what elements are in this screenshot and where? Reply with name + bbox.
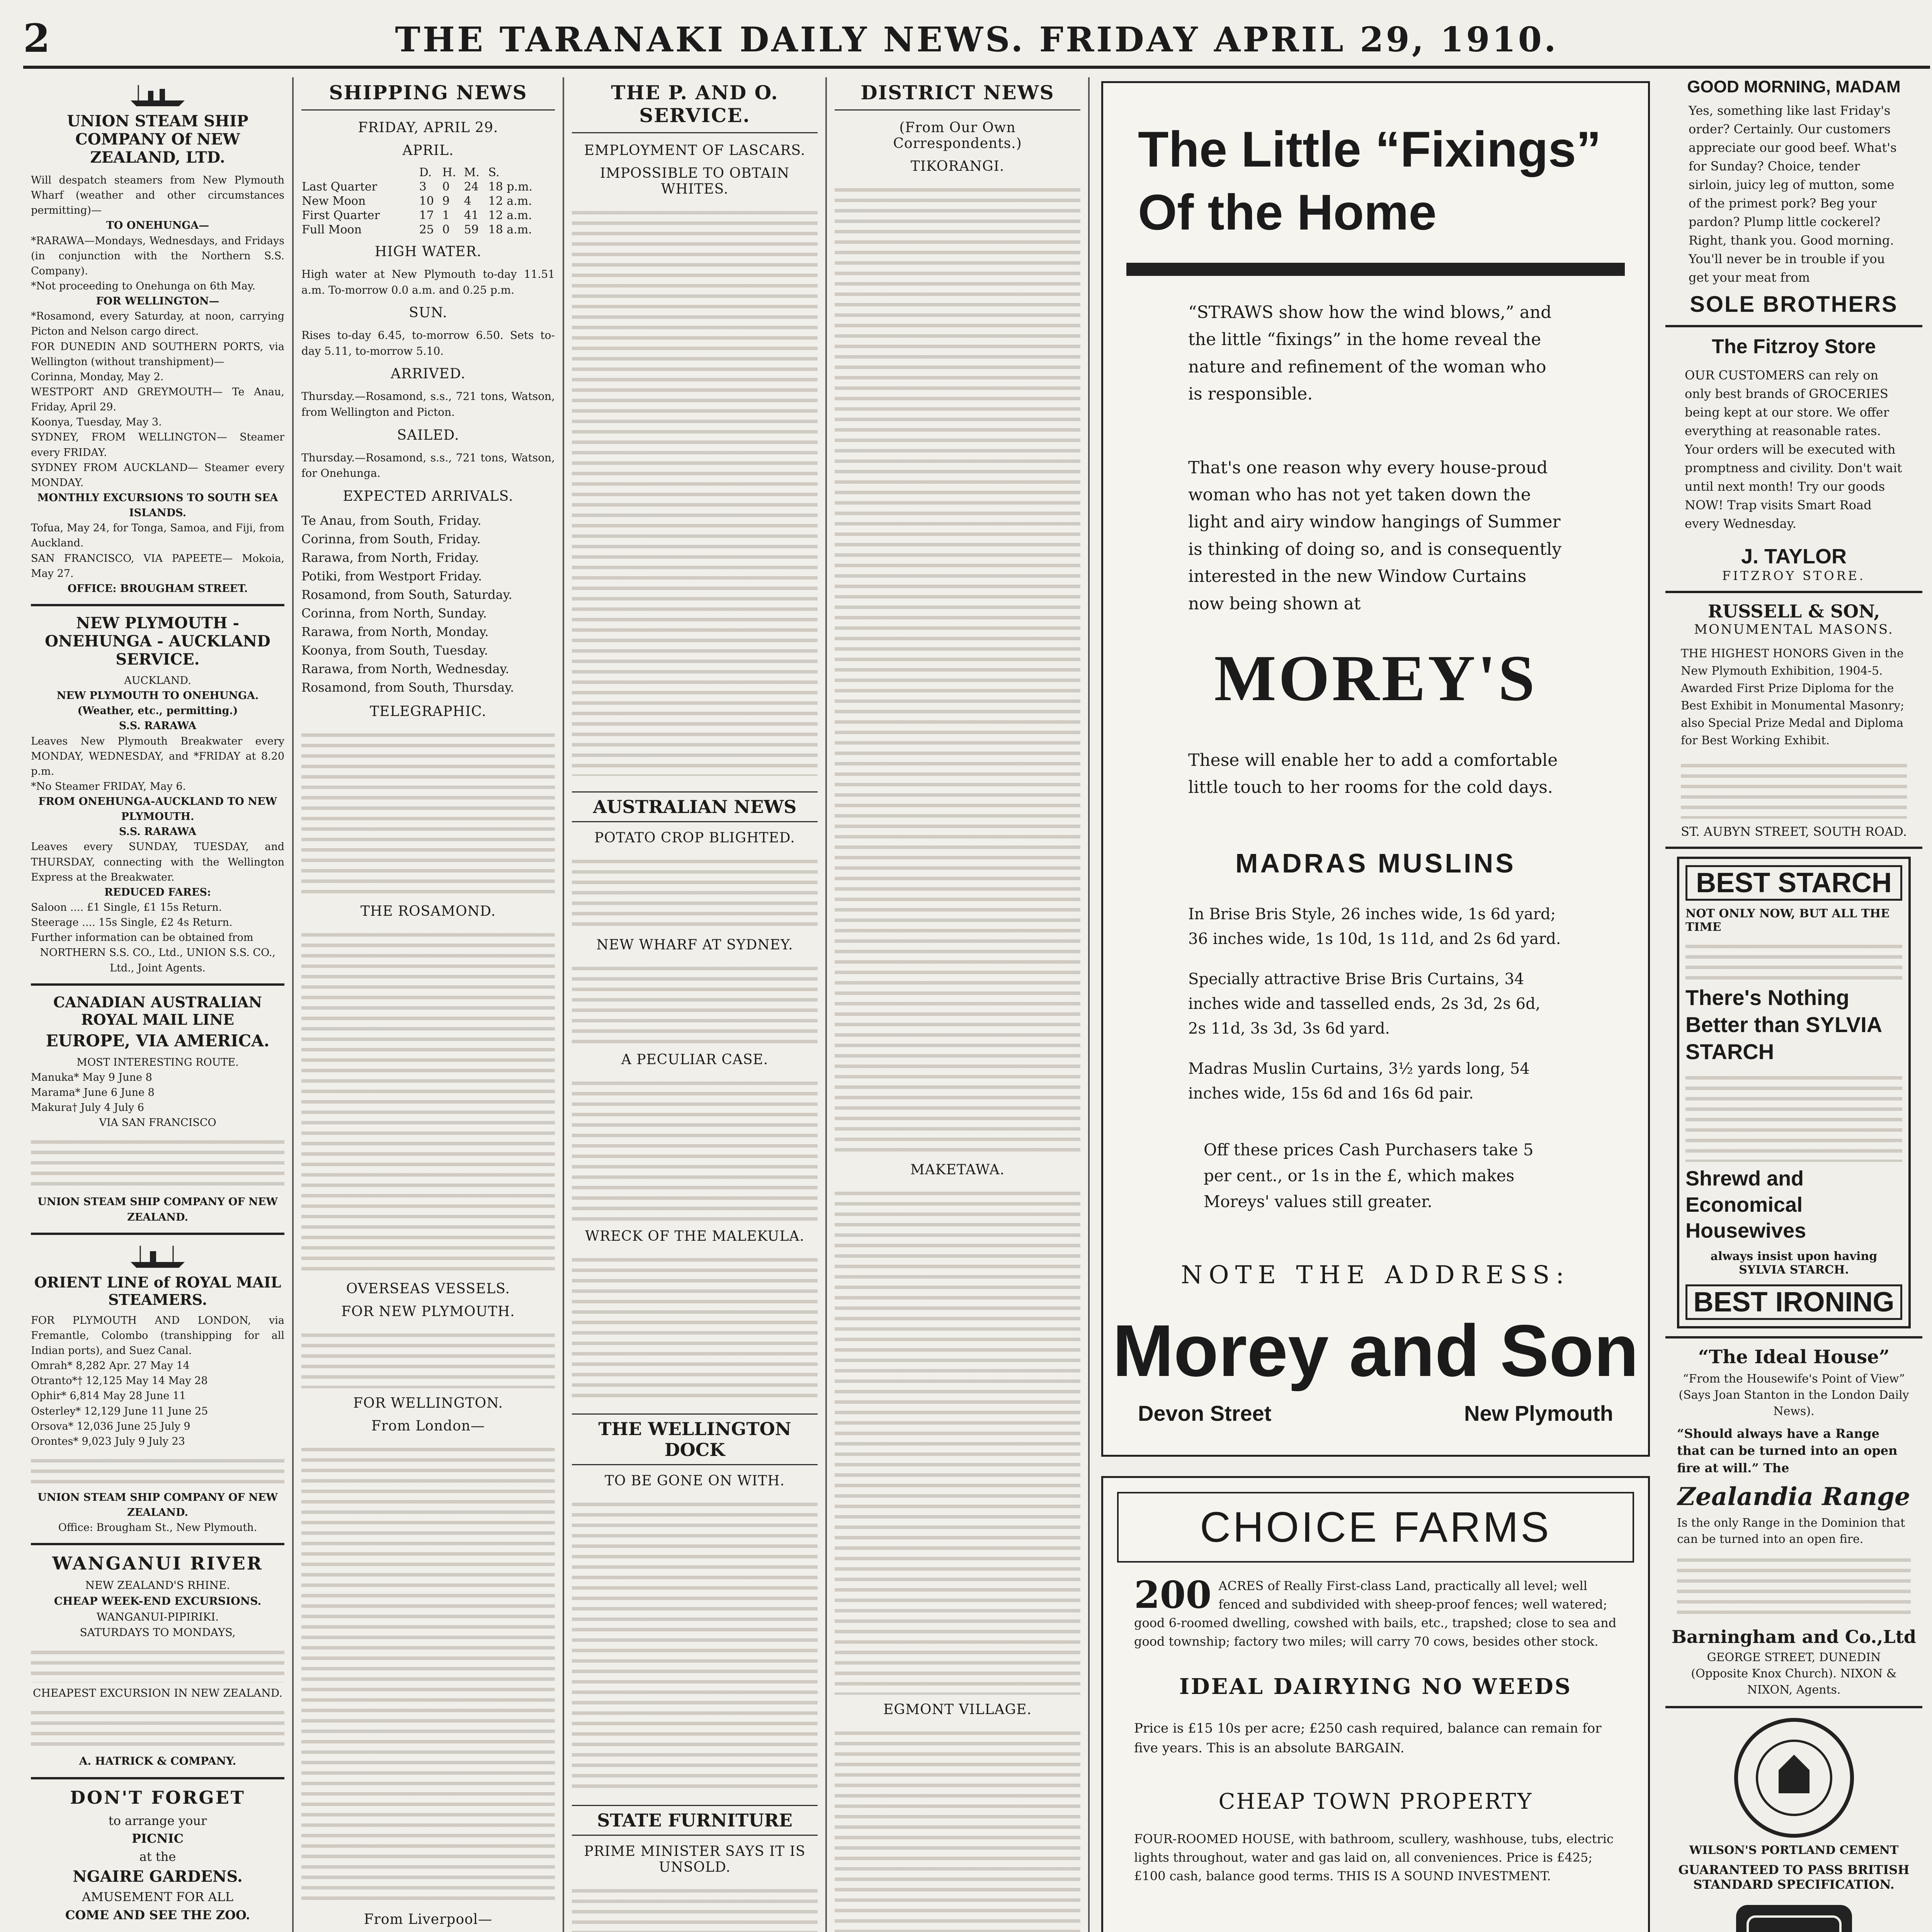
- canadian-text: [31, 1133, 284, 1191]
- expected-item: Rarawa, from North, Monday.: [301, 624, 489, 639]
- canadian-line: UNION STEAM SHIP COMPANY OF NEW ZEALAND.: [37, 1196, 278, 1223]
- sylvia-insist: always insist upon having SYLVIA STARCH.: [1710, 1249, 1878, 1277]
- moon-phase: New Moon: [302, 194, 366, 208]
- furniture-sub: PRIME MINISTER SAYS IT IS UNSOLD.: [584, 1844, 806, 1875]
- sun-heading: SUN.: [409, 305, 447, 321]
- moon-phase: First Quarter: [302, 209, 380, 222]
- sailed-text: Thursday.—Rosamond, s.s., 721 tons, Watson, for Onehunga.: [301, 451, 555, 480]
- morey-street: Devon Street: [1138, 1401, 1272, 1426]
- column-shipping-ads: [23, 77, 294, 1932]
- wanganui-line: CHEAP WEEK-END EXCURSIONS.: [54, 1595, 262, 1608]
- place-maketawa: MAKETAWA.: [910, 1162, 1005, 1178]
- union-line: SAN FRANCISCO, VIA PAPEETE— Mokoia, May 27.: [31, 552, 284, 580]
- divider: [31, 983, 284, 986]
- moon-row: [301, 194, 555, 208]
- wanganui-block: [31, 1578, 284, 1769]
- starch-text: [1685, 938, 1902, 980]
- wanganui-line: WANGANUI-PIPIRIKI.: [96, 1610, 219, 1623]
- russell-address: ST. AUBYN STREET, SOUTH ROAD.: [1681, 824, 1907, 839]
- j-taylor: J. TAYLOR: [1741, 545, 1847, 568]
- farms-acres-number: 200: [1134, 1573, 1212, 1617]
- union-schedule: [31, 173, 284, 596]
- rosamond-text: [301, 926, 555, 1274]
- morey-headline: The Little “Fixings” Of the Home: [1138, 121, 1601, 240]
- good-morning-text: Yes, something like last Friday's order? Certainly. Our customers appreciate our good beef. What's for Sunday? Choice, tender sirloin, juicy leg of mutton, some of the primest pork? Beg your pardon? Plump little cockerel? Right, thank you. Good morning. You'll never be in trouble if you get your meat from: [1689, 103, 1897, 285]
- moon-minute: 4: [464, 194, 471, 208]
- orient-text: [31, 1452, 284, 1487]
- dock-sub: TO BE GONE ON WITH.: [604, 1473, 785, 1489]
- picnic-line: PICNIC: [131, 1831, 184, 1846]
- range-quote: “Should always have a Range that can be turned into an open fire at will.” The: [1677, 1426, 1898, 1476]
- onehunga-line: S.S. RARAWA: [119, 826, 197, 838]
- muslin-item: Madras Muslin Curtains, 3½ yards long, 54 inches wide, 15s 6d and 16s 6d pair.: [1188, 1060, 1530, 1102]
- divider: [31, 604, 284, 606]
- union-line: *Not proceeding to Onehunga on 6th May.: [31, 280, 256, 292]
- high-water-text: High water at New Plymouth to-day 11.51 a.m. To-morrow 0.0 a.m. and 0.25 p.m.: [301, 268, 555, 296]
- furniture-text: [572, 1882, 818, 1932]
- union-line: SYDNEY FROM AUCKLAND— Steamer every MONDAY.: [31, 461, 284, 489]
- divider: [1665, 325, 1922, 327]
- tikorangi-text: [835, 181, 1080, 1155]
- best-ironing-heading: BEST IRONING: [1685, 1284, 1902, 1320]
- wanganui-line: SATURDAYS TO MONDAYS,: [80, 1626, 236, 1639]
- malekula-heading: WRECK OF THE MALEKULA.: [585, 1228, 804, 1244]
- canadian-line: Manuka* May 9 June 8: [31, 1071, 152, 1083]
- moon-hour: 9: [442, 194, 450, 208]
- nothing-better: There's Nothing Better than SYLVIA STARCH: [1685, 985, 1882, 1064]
- taylor-sub: FITZROY STORE.: [1722, 568, 1866, 583]
- egmont-text: [835, 1725, 1080, 1932]
- divider: [1665, 1336, 1922, 1338]
- steamship-icon: [127, 1243, 189, 1270]
- place-tikorangi: TIKORANGI.: [910, 158, 1005, 174]
- malekula-text: [572, 1251, 818, 1398]
- moon-minute: 41: [464, 209, 479, 222]
- moon-col-head: D.: [419, 166, 432, 179]
- moon-minute: 59: [464, 223, 479, 236]
- orient-line: Otranto*† 12,125 May 14 May 28: [31, 1375, 208, 1387]
- farms-acres: [1134, 1573, 1617, 1651]
- shipping-news-heading: SHIPPING NEWS: [301, 77, 555, 111]
- picnic-line: NGAIRE GARDENS.: [73, 1867, 243, 1886]
- morey-cold: These will enable her to add a comfortable little touch to her rooms for the cold days.: [1188, 750, 1558, 798]
- union-line: Tofua, May 24, for Tonga, Samoa, and Fiji, from Auckland.: [31, 522, 284, 549]
- orient-line: FOR PLYMOUTH AND LONDON, via Fremantle, Colombo (transhipping for all Indian ports), and Suez Canal.: [31, 1314, 284, 1357]
- morey-body: That's one reason why every house-proud woman who has not yet taken down the light and airy window hangings of Summer is thinking of doing so, and is consequently interested in the new Window Curtains now being shown at: [1188, 457, 1562, 614]
- masthead: [23, 15, 1930, 62]
- onehunga-line: REDUCED FARES:: [104, 886, 211, 898]
- moreys-brand: MOREY'S: [1214, 641, 1537, 714]
- fitzroy-store-text: OUR CUSTOMERS can rely on only best brands of GROCERIES being kept at our store. We offer everything at reasonable rates. Your orders will be executed with promptness and civility. Don't wait until next month! Try our goods NOW! Trap visits Smart Road every Wednesday.: [1685, 368, 1902, 531]
- steamship-icon: [127, 81, 189, 108]
- canadian-title: CANADIAN AUSTRALIAN ROYAL MAIL LINE: [53, 993, 262, 1028]
- orient-line: Office: Brougham St., New Plymouth.: [58, 1522, 257, 1534]
- russell-text: [1681, 757, 1907, 819]
- union-line: FOR WELLINGTON—: [96, 295, 219, 308]
- canadian-subtitle: EUROPE, VIA AMERICA.: [46, 1031, 270, 1050]
- moon-col-head: M.: [464, 166, 480, 179]
- moon-row: [301, 208, 555, 223]
- good-morning-heading: GOOD MORNING, MADAM: [1687, 77, 1901, 96]
- onehunga-schedule: [31, 673, 284, 976]
- picnic-block: [31, 1812, 284, 1924]
- divider: [31, 1233, 284, 1235]
- moon-col-head: S.: [488, 166, 500, 179]
- place-egmont-village: EGMONT VILLAGE.: [883, 1702, 1032, 1718]
- column-district-news: [827, 77, 1090, 1932]
- po-sub-1: EMPLOYMENT OF LASCARS.: [584, 143, 806, 158]
- hydraulic-lime-seal: [1728, 1897, 1860, 1932]
- portland-cement-seal: [1732, 1716, 1856, 1840]
- page-number: 2: [23, 15, 50, 61]
- picnic-line: at the: [139, 1849, 176, 1864]
- picnic-line: to arrange your: [108, 1813, 207, 1828]
- muslin-item: Specially attractive Brise Bris Curtains, 34 inches wide and tasselled ends, 2s 3d, 2s 6d, 2s 11d, 3s 3d, 3s 6d yard.: [1188, 970, 1541, 1037]
- orient-title: ORIENT LINE of ROYAL MAIL STEAMERS.: [34, 1273, 281, 1308]
- column-classified-ads: [1658, 77, 1930, 1932]
- morey-intro: “STRAWS show how the wind blows,” and the little “fixings” in the home reveal the nature and refinement of the woman who is responsible.: [1188, 303, 1552, 404]
- onehunga-line: Steerage .... 15s Single, £2 4s Return.: [31, 917, 233, 929]
- onehunga-line: AUCKLAND.: [124, 674, 191, 687]
- canadian-line: MOST INTERESTING ROUTE.: [77, 1056, 239, 1068]
- cheap-town-text: FOUR-ROOMED HOUSE, with bathroom, scullery, washhouse, tubs, electric lights throughout, water and gas laid on, all conveniences. Price is £425; £100 cash, balance good terms. THIS IS A SOUND INVESTMENT.: [1134, 1832, 1614, 1883]
- canadian-line: VIA SAN FRANCISCO: [99, 1117, 216, 1129]
- orient-line: Orsova* 12,036 June 25 July 9: [31, 1420, 190, 1432]
- moon-second: 18 a.m.: [488, 223, 532, 236]
- district-news-heading: DISTRICT NEWS: [835, 77, 1080, 111]
- po-service-heading: THE P. AND O. SERVICE.: [572, 77, 818, 133]
- wanganui-text: [31, 1644, 284, 1682]
- onehunga-line: Further information can be obtained from: [31, 932, 253, 944]
- wanganui-text: [31, 1704, 284, 1750]
- potato-heading: POTATO CROP BLIGHTED.: [594, 830, 795, 846]
- expected-item: Koonya, from South, Tuesday.: [301, 643, 488, 658]
- morey-address: [1138, 1401, 1613, 1426]
- moon-phase: Full Moon: [302, 223, 362, 236]
- zealandia-text: [1677, 1551, 1911, 1621]
- sailed-heading: SAILED.: [397, 427, 459, 443]
- newspaper-title: THE TARANAKI DAILY NEWS. FRIDAY APRIL 29, 1910.: [395, 19, 1558, 60]
- divider: [31, 1543, 284, 1545]
- onehunga-line: NORTHERN S.S. CO., Ltd., UNION S.S. CO., Ltd., Joint Agents.: [40, 947, 276, 974]
- union-line: TO ONEHUNGA—: [106, 219, 209, 232]
- sole-brothers: SOLE BROTHERS: [1690, 292, 1898, 317]
- po-sub-2: IMPOSSIBLE TO OBTAIN WHITES.: [600, 165, 790, 197]
- orient-line: Osterley* 12,129 June 11 June 25: [31, 1405, 208, 1417]
- muslins-list: [1188, 902, 1563, 1106]
- maketawa-text: [835, 1185, 1080, 1695]
- best-starch-heading: BEST STARCH: [1685, 865, 1902, 901]
- from-london-heading: From London—: [371, 1418, 485, 1434]
- onehunga-line: Leaves New Plymouth Breakwater every MONDAY, WEDNESDAY, and *FRIDAY at 8.20 p.m.: [31, 735, 284, 777]
- union-line: *Rosamond, every Saturday, at noon, carrying Picton and Nelson cargo direct.: [31, 310, 284, 338]
- wellington-dock-heading: THE WELLINGTON DOCK: [572, 1413, 818, 1465]
- moon-second: 12 a.m.: [488, 209, 532, 222]
- moon-second: 18 p.m.: [488, 180, 533, 194]
- morey-note: NOTE THE ADDRESS:: [1181, 1261, 1570, 1290]
- expected-heading: EXPECTED ARRIVALS.: [343, 488, 514, 504]
- russell-sub: MONUMENTAL MASONS.: [1694, 622, 1894, 637]
- morey-town: New Plymouth: [1464, 1401, 1613, 1426]
- sun-text: Rises to-day 6.45, to-morrow 6.50. Sets to-day 5.11, to-morrow 5.10.: [301, 329, 555, 357]
- expected-item: Potiki, from Westport Friday.: [301, 568, 482, 583]
- farms-acres-text: ACRES of Really First-class Land, practically all level; well fenced and subdivided with sheep-proof fences; well watered; good 6-roomed dwelling, cowshed with bails, etc., trapshed; close to sea and good township; factory two miles; will carry 70 cows, besides other stock.: [1134, 1578, 1617, 1649]
- union-line: WESTPORT AND GREYMOUTH— Te Anau, Friday, April 29.: [31, 386, 284, 413]
- zealandia-body: Is the only Range in the Dominion that can be turned into an open fire.: [1677, 1516, 1905, 1546]
- morey-firm: Morey and Son: [1112, 1310, 1639, 1392]
- divider: [1665, 591, 1922, 593]
- muslin-item: In Brise Bris Style, 26 inches wide, 1s 6d yard; 36 inches wide, 1s 10d, 1s 11d, and 2s 6d yard.: [1188, 905, 1561, 948]
- expected-item: Rarawa, from North, Wednesday.: [301, 661, 509, 676]
- orient-line: Omrah* 8,282 Apr. 27 May 14: [31, 1360, 190, 1372]
- orient-line: Orontes* 9,023 July 9 July 23: [31, 1435, 185, 1447]
- peculiar-text: [572, 1075, 818, 1221]
- picnic-line: AMUSEMENT FOR ALL: [82, 1889, 234, 1905]
- moon-row: [301, 223, 555, 237]
- expected-list: [301, 511, 555, 697]
- potato-text: [572, 853, 818, 930]
- from-london-text: [301, 1441, 555, 1905]
- from-liverpool-heading: From Liverpool—: [364, 1911, 493, 1927]
- moon-hour: 0: [442, 180, 450, 194]
- moon-day: 25: [419, 223, 434, 236]
- ideal-house-sub: “From the Housewife's Point of View” (Says Joan Stanton in the London Daily News).: [1679, 1372, 1909, 1418]
- po-article-text: [572, 204, 818, 776]
- starch-text: [1685, 1069, 1902, 1162]
- shrewd-housewives: Shrewd and Economical Housewives: [1685, 1167, 1806, 1242]
- onehunga-line: Saloon .... £1 Single, £1 15s Return.: [31, 901, 222, 914]
- state-furniture-heading: STATE FURNITURE: [572, 1805, 818, 1836]
- orient-line: UNION STEAM SHIP COMPANY OF NEW ZEALAND.: [37, 1492, 278, 1519]
- orient-schedule: [31, 1313, 284, 1536]
- russell-son: RUSSELL & SON,: [1708, 601, 1880, 622]
- onehunga-title: NEW PLYMOUTH - ONEHUNGA - AUCKLAND SERVICE.: [45, 614, 270, 668]
- expected-item: Corinna, from South, Friday.: [301, 531, 481, 546]
- arrived-heading: ARRIVED.: [391, 366, 466, 382]
- russell-honors: THE HIGHEST HONORS Given in the New Plymouth Exhibition, 1904-5. Awarded First Prize Diploma for the Best Exhibit in Monumental Masonry; also Special Prize Medal and Diploma for Best Working Exhibit.: [1681, 647, 1905, 747]
- picnic-line: COME AND SEE THE ZOO.: [65, 1907, 250, 1922]
- cement-seal-text: WILSON'S PORTLAND CEMENT: [1689, 1843, 1899, 1857]
- australian-news-heading: AUSTRALIAN NEWS: [572, 791, 818, 822]
- orient-line: Ophir* 6,814 May 28 June 11: [31, 1390, 186, 1402]
- moon-minute: 24: [464, 180, 479, 194]
- union-line: Koonya, Tuesday, May 3.: [31, 416, 162, 429]
- union-line: *RARAWA—Mondays, Wednesdays, and Fridays (in conjunction with the Northern S.S. Company).: [31, 235, 284, 277]
- union-line: Corinna, Monday, May 2.: [31, 371, 164, 383]
- moon-hour: 1: [442, 209, 450, 222]
- starch-sub: NOT ONLY NOW, BUT ALL THE TIME: [1685, 907, 1890, 934]
- union-line: SYDNEY, FROM WELLINGTON— Steamer every FRIDAY.: [31, 431, 284, 459]
- wanganui-line: CHEAPEST EXCURSION IN NEW ZEALAND.: [33, 1686, 282, 1699]
- wanganui-line: A. HATRICK & COMPANY.: [79, 1755, 236, 1768]
- union-line: FOR DUNEDIN AND SOUTHERN PORTS, via Wellington (without transhipment)—: [31, 340, 284, 368]
- moon-col-head: H.: [442, 166, 456, 179]
- choice-farms-advertisement: [1101, 1476, 1650, 1932]
- divider: [31, 1777, 284, 1779]
- moon-day: 10: [419, 194, 434, 208]
- ideal-house-heading: “The Ideal House”: [1698, 1346, 1890, 1368]
- for-new-plymouth-heading: FOR NEW PLYMOUTH.: [341, 1303, 515, 1320]
- moon-hour: 0: [442, 223, 450, 236]
- canadian-line: Makura† July 4 July 6: [31, 1102, 144, 1114]
- overseas-heading: OVERSEAS VESSELS.: [346, 1281, 510, 1297]
- union-line: OFFICE: BROUGHAM STREET.: [67, 582, 248, 595]
- wanganui-line: NEW ZEALAND'S RHINE.: [85, 1579, 230, 1592]
- for-wellington-heading: FOR WELLINGTON.: [353, 1395, 503, 1411]
- onehunga-line: *No Steamer FRIDAY, May 6.: [31, 780, 186, 793]
- onehunga-line: NEW PLYMOUTH TO ONEHUNGA. (Weather, etc., permitting.): [56, 690, 259, 717]
- moon-table: [301, 165, 555, 237]
- morey-cash: Off these prices Cash Purchasers take 5 per cent., or 1s in the £, which makes Moreys' values still greater.: [1204, 1140, 1534, 1211]
- choice-farms-title: CHOICE FARMS: [1117, 1492, 1634, 1563]
- onehunga-line: FROM ONEHUNGA-AUCKLAND TO NEW PLYMOUTH.: [38, 796, 277, 823]
- peculiar-heading: A PECULIAR CASE.: [621, 1052, 769, 1068]
- moon-phase: Last Quarter: [302, 180, 378, 194]
- cheap-town-heading: CHEAP TOWN PROPERTY: [1218, 1789, 1533, 1814]
- morey-rule: [1126, 263, 1625, 276]
- high-water-heading: HIGH WATER.: [374, 244, 482, 260]
- divider: [1665, 1706, 1922, 1708]
- barningham-co: Barningham and Co.,Ltd: [1671, 1626, 1917, 1647]
- canadian-schedule: [31, 1055, 284, 1225]
- expected-item: Corinna, from North, Sunday.: [301, 605, 487, 621]
- expected-item: Rarawa, from North, Friday.: [301, 550, 479, 565]
- fitzroy-store-heading: The Fitzroy Store: [1712, 335, 1876, 358]
- onehunga-line: Leaves every SUNDAY, TUESDAY, and THURSDAY, connecting with the Wellington Express at the Breakwater.: [31, 841, 284, 883]
- canadian-line: Marama* June 6 June 8: [31, 1087, 155, 1099]
- moon-day: 17: [419, 209, 434, 222]
- cement-guarantee: GUARANTEED TO PASS BRITISH STANDARD SPECIFICATION.: [1678, 1862, 1910, 1892]
- madras-muslins-heading: MADRAS MUSLINS: [1235, 848, 1516, 878]
- moon-second: 12 a.m.: [488, 194, 532, 208]
- dock-text: [572, 1496, 818, 1789]
- column-shipping-news: [294, 77, 564, 1932]
- barningham-address: GEORGE STREET, DUNEDIN (Opposite Knox Church). NIXON & NIXON, Agents.: [1691, 1650, 1897, 1697]
- april-heading: APRIL.: [402, 143, 454, 158]
- picnic-title: DON'T FORGET: [70, 1787, 245, 1808]
- union-line: MONTHLY EXCURSIONS TO SOUTH SEA ISLANDS.: [37, 492, 278, 519]
- moon-table-head: [301, 165, 555, 180]
- expected-item: Rosamond, from South, Thursday.: [301, 680, 514, 695]
- moon-row: [301, 180, 555, 194]
- union-company-title: UNION STEAM SHIP COMPANY Of NEW ZEALAND, LTD.: [67, 112, 248, 167]
- wharf-text: [572, 960, 818, 1045]
- divider: [1665, 847, 1922, 849]
- rosamond-heading: THE ROSAMOND.: [360, 903, 496, 919]
- zealandia-range: Zealandia Range: [1677, 1482, 1910, 1511]
- column-news: [564, 77, 827, 1932]
- telegraphic-heading: TELEGRAPHIC.: [370, 703, 486, 719]
- overseas-np-text: [301, 1327, 555, 1388]
- farms-price: Price is £15 10s per acre; £250 cash required, balance can remain for five years. This is an absolute BARGAIN.: [1134, 1721, 1602, 1756]
- moon-day: 3: [419, 180, 427, 194]
- wanganui-title: WANGANUI RIVER: [52, 1553, 263, 1574]
- shipping-date: FRIDAY, APRIL 29.: [358, 120, 498, 136]
- arrived-text: Thursday.—Rosamond, s.s., 721 tons, Watson, from Wellington and Picton.: [301, 390, 555, 418]
- masthead-rule: [23, 66, 1930, 69]
- telegraphic-text: [301, 726, 555, 896]
- morey-advertisement: [1101, 81, 1650, 1457]
- wharf-heading: NEW WHARF AT SYDNEY.: [596, 937, 793, 953]
- sylvia-starch-ad: [1677, 857, 1911, 1328]
- expected-item: Rosamond, from South, Saturday.: [301, 587, 512, 602]
- farms-ideal: IDEAL DAIRYING NO WEEDS: [1179, 1674, 1572, 1699]
- onehunga-line: S.S. RARAWA: [119, 720, 197, 732]
- expected-item: Te Anau, from South, Friday.: [301, 513, 481, 528]
- union-line: Will despatch steamers from New Plymouth Wharf (weather and other circumstances permitting)—: [31, 174, 284, 217]
- district-sub: (From Our Own Correspondents.): [893, 120, 1022, 151]
